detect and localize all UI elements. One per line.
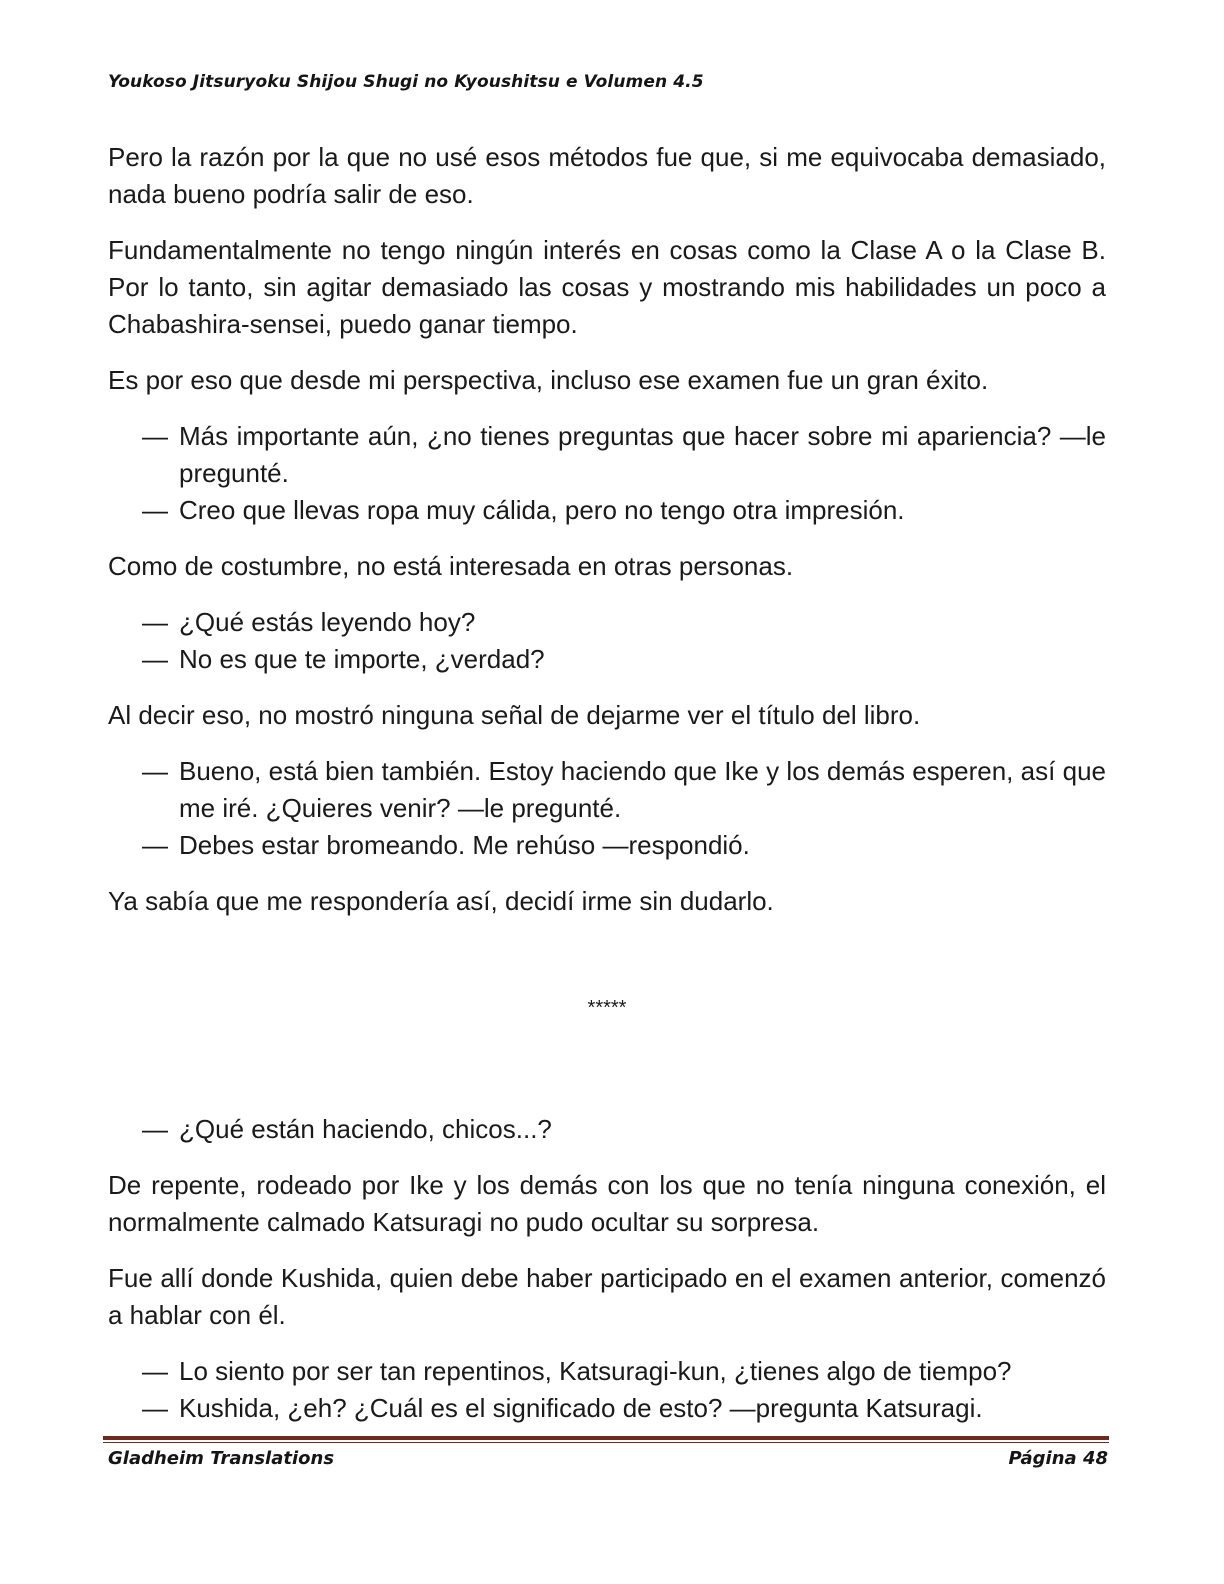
paragraph: De repente, rodeado por Ike y los demás con los que no tenía ninguna conexión, el normalmente calmado Katsuragi no pudo ocultar su sorpresa.: [108, 1170, 1106, 1237]
dialogue-block: [108, 1111, 1106, 1148]
paragraph: Como de costumbre, no está interesada en otras personas.: [108, 551, 794, 581]
dialogue-dash: —: [142, 421, 168, 451]
running-header: Youkoso Jitsuryoku Shijou Shugi no Kyoushitsu e Volumen 4.5: [108, 72, 704, 92]
dialogue-dash: —: [142, 1356, 168, 1386]
dialogue-text: ¿Qué estás leyendo hoy?: [179, 607, 476, 637]
dialogue-dash: —: [142, 495, 168, 525]
dialogue-dash: —: [142, 1114, 168, 1144]
dialogue-text: ¿Qué están haciendo, chicos...?: [179, 1114, 552, 1144]
dialogue-dash: —: [142, 1393, 168, 1423]
footer-rule: [103, 1436, 1109, 1444]
paragraph: Ya sabía que me respondería así, decidí irme sin dudarlo.: [108, 886, 774, 916]
dialogue-text: Creo que llevas ropa muy cálida, pero no tengo otra impresión.: [179, 495, 905, 525]
dialogue-block: [108, 418, 1106, 529]
dialogue-line: [108, 827, 1106, 864]
dialogue-text: Kushida, ¿eh? ¿Cuál es el significado de esto? —pregunta Katsuragi.: [179, 1393, 983, 1423]
dialogue-text: Bueno, está bien también. Estoy haciendo que Ike y los demás esperen, así que me iré. ¿Quieres venir? —le pregunté.: [179, 756, 1106, 823]
dialogue-text: No es que te importe, ¿verdad?: [179, 644, 545, 674]
dialogue-text: Lo siento por ser tan repentinos, Katsuragi-kun, ¿tienes algo de tiempo?: [179, 1356, 1012, 1386]
dialogue-line: [108, 1111, 1106, 1148]
footer-rule-thin: [103, 1442, 1109, 1443]
scene-separator: *****: [587, 997, 627, 1019]
paragraph: Fue allí donde Kushida, quien debe haber participado en el examen anterior, comenzó a hablar con él.: [108, 1263, 1106, 1330]
dialogue-text: Debes estar bromeando. Me rehúso —respondió.: [179, 830, 750, 860]
paragraph: Al decir eso, no mostró ninguna señal de dejarme ver el título del libro.: [108, 700, 921, 730]
paragraph: Es por eso que desde mi perspectiva, incluso ese examen fue un gran éxito.: [108, 365, 989, 395]
dialogue-block: [108, 753, 1106, 864]
dialogue-line: [108, 1390, 1106, 1427]
dialogue-line: [108, 753, 1106, 827]
paragraph: Pero la razón por la que no usé esos métodos fue que, si me equivocaba demasiado, nada bueno podría salir de eso.: [108, 142, 1106, 209]
dialogue-line: [108, 604, 1106, 641]
footer-rule-thick: [103, 1436, 1109, 1440]
dialogue-dash: —: [142, 607, 168, 637]
dialogue-line: [108, 492, 1106, 529]
dialogue-block: [108, 604, 1106, 678]
dialogue-dash: —: [142, 830, 168, 860]
dialogue-dash: —: [142, 756, 168, 786]
dialogue-text: Más importante aún, ¿no tienes preguntas que hacer sobre mi apariencia? —le pregunté.: [179, 421, 1106, 488]
page-body: [108, 139, 1106, 1446]
dialogue-line: [108, 641, 1106, 678]
page-number: Página 48: [1008, 1448, 1108, 1469]
dialogue-line: [108, 418, 1106, 492]
dialogue-block: [108, 1353, 1106, 1427]
paragraph: Fundamentalmente no tengo ningún interés en cosas como la Clase A o la Clase B. Por lo tanto, sin agitar demasiado las cosas y mostrando mis habilidades un poco a Chabashira-sensei, puedo ganar tiempo.: [108, 235, 1106, 339]
footer-credit: Gladheim Translations: [108, 1448, 335, 1469]
dialogue-dash: —: [142, 644, 168, 674]
dialogue-line: [108, 1353, 1106, 1390]
